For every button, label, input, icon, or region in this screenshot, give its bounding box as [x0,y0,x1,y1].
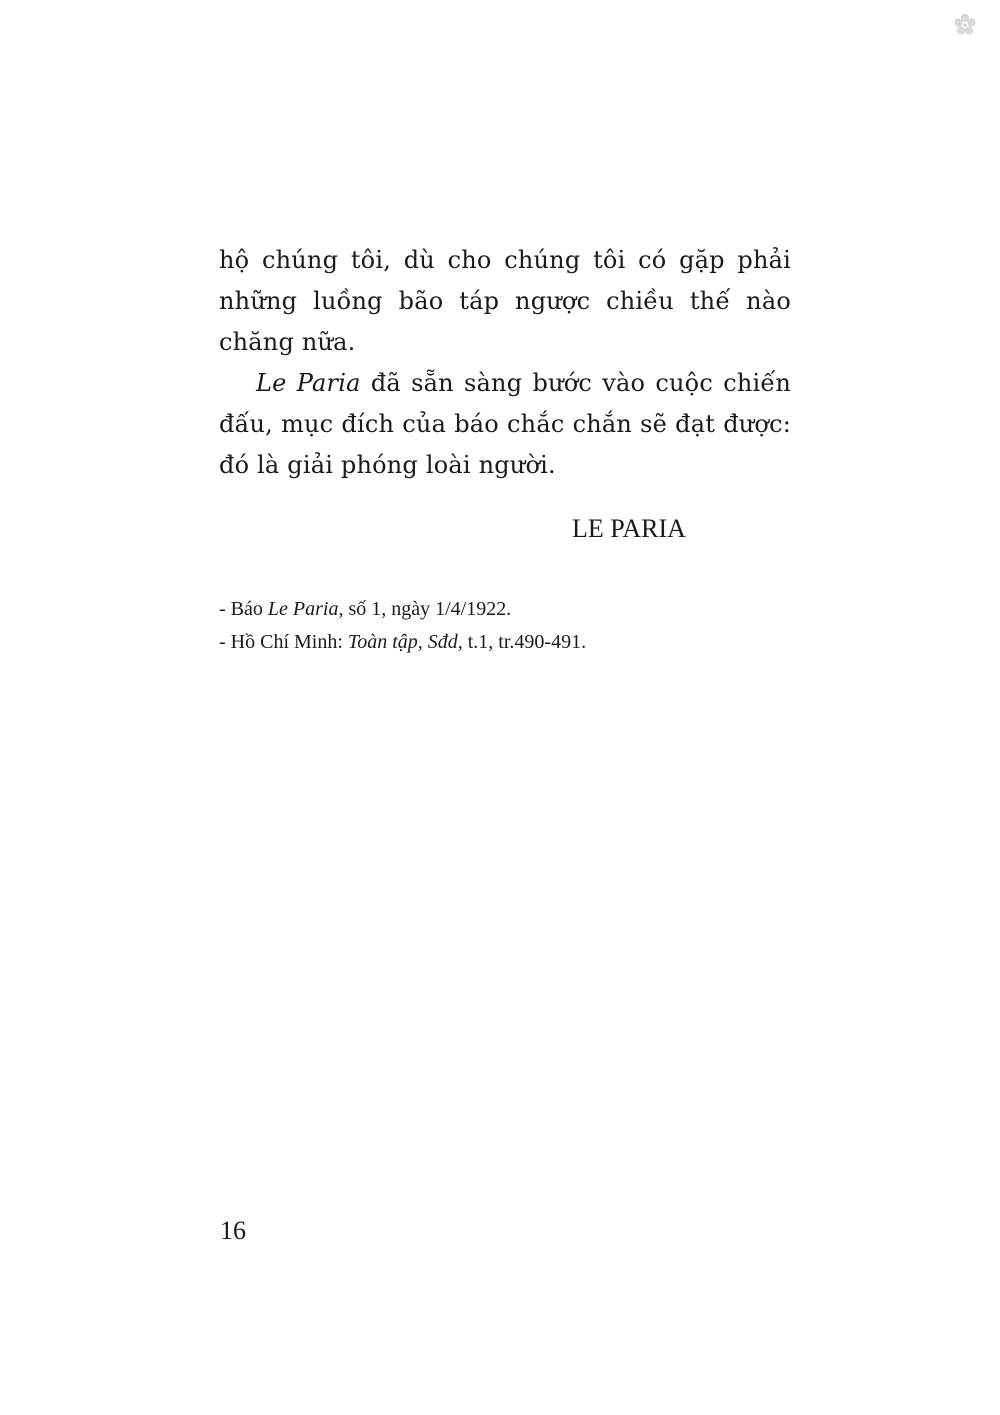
source-notes [219,593,586,659]
source-1-suffix: , số 1, ngày 1/4/1922. [338,598,512,620]
paragraph-2-line-2: đấu, mục đích của báo chắc chắn sẽ đạt được: [219,410,791,438]
source-2-suffix: t.1, tr.490-491. [462,631,587,653]
body-text [219,240,791,486]
page-number: 16 [220,1216,246,1245]
newspaper-title: Le Paria [256,369,361,397]
paragraph-1-line-1: hộ chúng tôi, dù cho chúng tôi có gặp phải [219,246,791,274]
paragraph-1-line-3: chăng nữa. [219,328,356,356]
source-note-2 [219,626,586,659]
source-2-title: Toàn tập, Sđd, [347,631,463,653]
source-1-prefix: - Báo [219,598,268,620]
paragraph-2-line-1-rest: đã sẵn sàng bước vào cuộc chiến [360,369,791,397]
source-1-title: Le Paria [267,598,339,620]
paragraph-2-line-1 [219,363,791,404]
paragraph-1-line-2: những luồng bão táp ngược chiều thế nào [219,287,791,315]
flower-ornament-icon [952,12,978,38]
signature: LE PARIA [572,514,686,543]
paragraph-2-line-3: đó là giải phóng loài người. [219,451,556,479]
source-2-prefix: - Hồ Chí Minh: [219,631,348,653]
source-note-1 [219,593,586,626]
